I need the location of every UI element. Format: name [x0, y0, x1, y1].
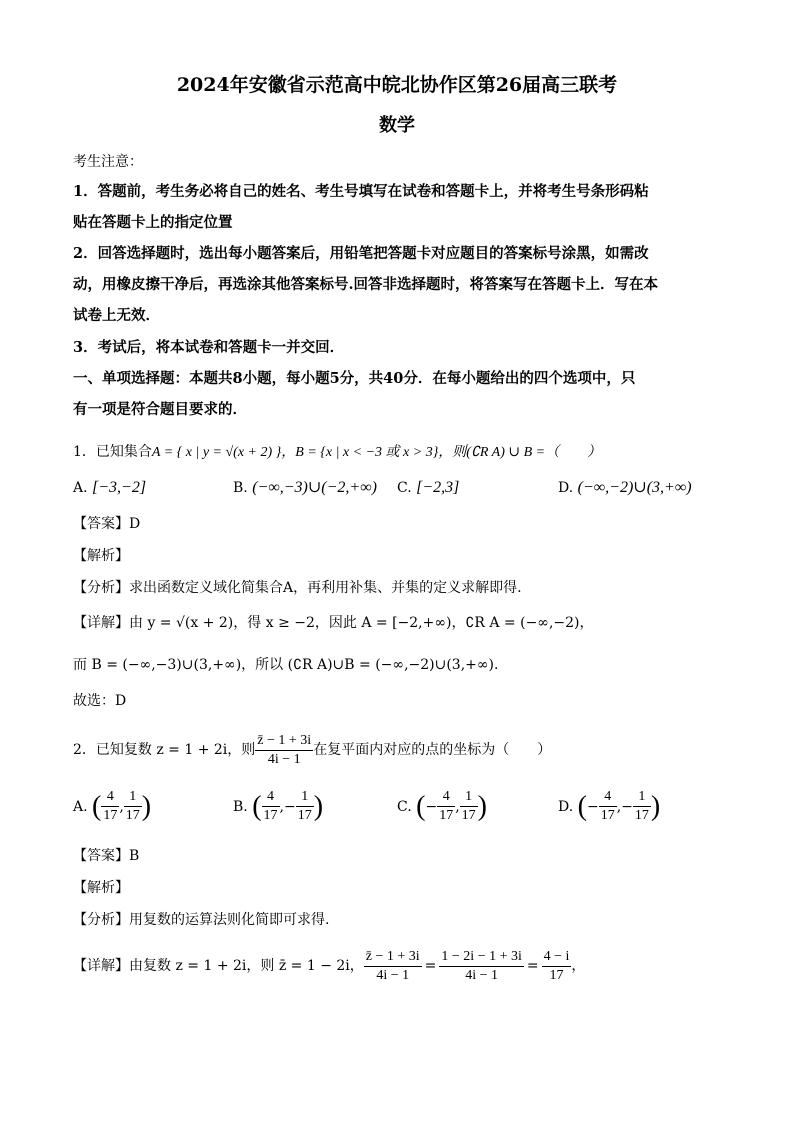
fraction [296, 788, 314, 825]
notice-item-2-line-2: 动，用橡皮擦干净后，再选涂其他答案标号.回答非选择题时，将答案写在答题卡上．写在本 [73, 276, 659, 293]
fraction-numerator: z̄ − 1 + 3i [364, 948, 422, 967]
question-1-option-b[interactable] [233, 478, 377, 498]
fraction-denominator: 17 [103, 808, 118, 823]
question-1-stem [73, 442, 601, 463]
question-1-option-d[interactable] [558, 478, 692, 498]
fraction-numerator: 4 [101, 788, 119, 807]
question-1-set-a: A = { x | y = √(x + 2) } [151, 445, 282, 460]
option-text: [−3,−2] [92, 479, 147, 496]
equals-sign: = [526, 958, 539, 974]
option-label: A. [73, 798, 88, 815]
fraction-numerator: z̄ − 1 + 3i [255, 732, 313, 751]
fraction-denominator: 17 [439, 808, 454, 823]
question-2-answer: 【答案】B [73, 848, 140, 864]
fraction-denominator: 17 [263, 808, 278, 823]
question-2-fenxi: 【分析】用复数的运算法则化简即可求得. [73, 912, 330, 928]
question-2-suffix: 在复平面内对应的点的坐标为（ ） [313, 742, 552, 758]
question-1-option-a[interactable] [73, 478, 146, 498]
detail-fraction-2 [439, 948, 523, 985]
question-1-prefix: 1．已知集合 [73, 444, 152, 460]
option-label: B. [233, 798, 248, 815]
fraction-denominator: 17 [549, 967, 564, 983]
fraction [437, 788, 455, 825]
left-paren: ( [577, 790, 587, 822]
left-paren: ( [252, 790, 262, 822]
fraction-numerator: 4 [437, 788, 455, 807]
section-heading-line-2: 有一项是符合题目要求的． [73, 401, 247, 418]
question-2-option-d[interactable]: D. ( − $\frac{4}{17}$ , − $\frac{1}{17}$ ) [558, 789, 661, 823]
option-label: D. [558, 480, 574, 496]
fraction [633, 788, 651, 825]
fraction [124, 788, 142, 825]
option-label: A. [73, 480, 88, 496]
option-sign: − [425, 798, 438, 815]
fraction-denominator: 17 [297, 808, 312, 823]
notice-item-2-line-3: 试卷上无效． [73, 307, 160, 324]
question-1-set-b: ，B = {x | x < −3 或 x > 3}，则 [281, 445, 467, 460]
right-paren: ) [477, 790, 487, 822]
right-paren: ) [141, 790, 152, 822]
detail-fraction-3 [542, 948, 572, 985]
question-1-fenxi: 【分析】求出函数定义域化简集合A，再利用补集、并集的定义求解即得. [73, 580, 522, 596]
fraction-denominator: 4i − 1 [465, 967, 499, 983]
detail-tail: ， [571, 958, 586, 974]
question-2-option-b[interactable]: B. ( $\frac{4}{17}$ , − $\frac{1}{17}$ ) [233, 789, 324, 823]
option-text: (−∞,−3)∪(−2,+∞) [252, 479, 377, 496]
notice-item-2-line-1: 2．回答选择题时，选出每小题答案后，用铅笔把答题卡对应题目的答案标号涂黑，如需改 [73, 245, 649, 262]
subject-title: 数学 [379, 115, 415, 136]
detail-prefix: 【详解】由复数 z = 1 + 2i，则 z̄ = 1 − 2i， [73, 958, 364, 974]
fraction-denominator: 17 [461, 808, 476, 823]
fraction-numerator: 4 [599, 788, 617, 807]
right-paren: ) [313, 790, 324, 822]
question-1-option-c[interactable] [397, 478, 459, 498]
fraction-denominator: 17 [125, 808, 140, 823]
left-paren: ( [416, 790, 426, 822]
question-1-expression: (∁R A) ∪ B =（ ） [466, 445, 602, 460]
fraction-numerator: 1 [296, 788, 314, 807]
question-2-option-a[interactable]: A. ( $\frac{4}{17}$ , $\frac{1}{17}$ ) [73, 789, 152, 823]
fraction-denominator: 17 [600, 808, 615, 823]
fraction [262, 788, 280, 825]
fraction-numerator: 1 − 2i − 1 + 3i [439, 948, 523, 967]
fraction-numerator: 4 − i [542, 948, 572, 967]
fraction-denominator: 17 [634, 808, 649, 823]
fraction-denominator: 4i − 1 [376, 967, 410, 983]
fraction-numerator: 1 [460, 788, 478, 807]
option-text: [−2,3] [416, 479, 460, 496]
section-heading-line-1: 一、单项选择题：本题共8小题，每小题5分，共40分．在每小题给出的四个选项中，只 [73, 370, 636, 387]
question-1-detail-line-1: 【详解】由 y = √(x + 2)，得 x ≥ −2，因此 A = [−2,+∞)，∁R A = (−∞,−2)， [73, 615, 594, 631]
fraction [460, 788, 478, 825]
option-label: B. [233, 480, 248, 496]
detail-fraction-1 [364, 948, 422, 985]
question-2-fraction [255, 732, 313, 769]
fraction-numerator: 1 [633, 788, 651, 807]
question-2-detail [73, 944, 585, 988]
notice-heading: 考生注意： [73, 154, 143, 170]
question-2-analysis-tag: 【解析】 [73, 880, 129, 896]
fraction-numerator: 1 [124, 788, 142, 807]
right-paren: ) [650, 790, 661, 822]
notice-item-1-line-1: 1．答题前，考生务必将自己的姓名、考生号填写在试卷和答题卡上，并将考生号条形码粘 [73, 183, 649, 200]
option-sign: − [586, 798, 599, 815]
fraction-denominator: 4i − 1 [267, 751, 301, 767]
notice-item-3: 3．考试后，将本试卷和答题卡一并交回． [73, 339, 345, 356]
question-2-stem [73, 728, 551, 772]
question-2-option-c[interactable]: C. ( − $\frac{4}{17}$ , $\frac{1}{17}$ ) [397, 789, 487, 823]
equals-sign: = [424, 958, 437, 974]
option-label: C. [397, 798, 412, 815]
fraction [599, 788, 617, 825]
question-1-analysis-tag: 【解析】 [73, 548, 129, 564]
notice-item-1-line-2: 贴在答题卡上的指定位置 [73, 214, 233, 231]
fraction-numerator: 4 [262, 788, 280, 807]
option-sign: − [283, 798, 296, 815]
question-1-detail-line-2: 而 B = (−∞,−3)∪(3,+∞)，所以 (∁R A)∪B = (−∞,−2)∪(3,+∞). [73, 657, 499, 673]
option-sign: − [621, 798, 633, 815]
question-1-answer: 【答案】D [73, 516, 141, 532]
left-paren: ( [92, 790, 102, 822]
fraction [101, 788, 119, 825]
page-title: 2024年安徽省示范高中皖北协作区第26届高三联考 [176, 74, 618, 96]
question-1-choice: 故选：D [73, 693, 127, 709]
option-text: (−∞,−2)∪(3,+∞) [577, 479, 692, 496]
option-label: D. [558, 798, 574, 815]
question-2-prefix: 2．已知复数 z = 1 + 2i，则 [73, 742, 256, 758]
option-label: C. [397, 480, 412, 496]
